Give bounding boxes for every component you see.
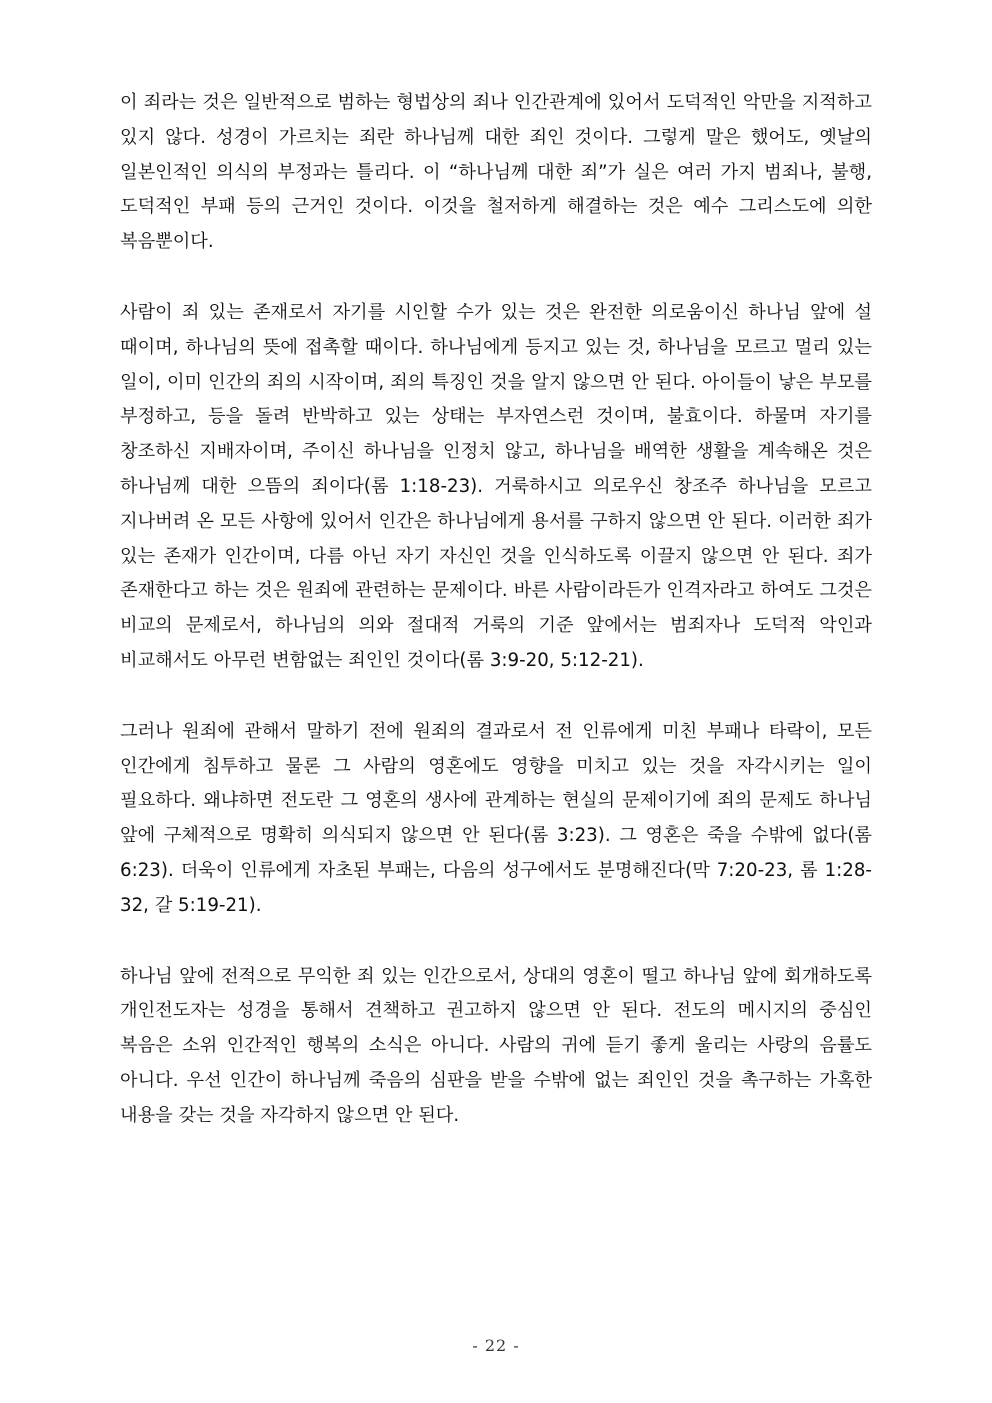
paragraph-3: 그러나 원죄에 관해서 말하기 전에 원죄의 결과로서 전 인류에게 미친 부패나 타락이, 모든 인간에게 침투하고 물론 그 사람의 영혼에도 영향을 미치고 있는 것을 자각시키는 일이 필요하다. 왜냐하면 전도란 그 영혼의 생사에 관계하는 현실의 문제이기에 죄의 문제도 하나님 앞에 구체적으로 명확히 의식되지 않으면 안 된다(롬 3:23). 그 영혼은 죽을 수밖에 없다(롬 6:23). 더욱이 인류에게 자초된 부패는, 다음의 성구에서도 분명해진다(막 7:20-23, 롬 1:28-32, 갈 5:19-21). <box>120 720 872 916</box>
paragraph-4: 하나님 앞에 전적으로 무익한 죄 있는 인간으로서, 상대의 영혼이 떨고 하나님 앞에 회개하도록 개인전도자는 성경을 통해서 견책하고 권고하지 않으면 안 된다. 전도의 메시지의 중심인 복음은 소위 인간적인 행복의 소식은 아니다. 사람의 귀에 듣기 좋게 울리는 사랑의 음률도 아니다. 우선 인간이 하나님께 죽음의 심판을 받을 수밖에 없는 죄인인 것을 촉구하는 가혹한 내용을 갖는 것을 자각하지 않으면 안 된다. <box>120 965 872 1126</box>
paragraph-2: 사람이 죄 있는 존재로서 자기를 시인할 수가 있는 것은 완전한 의로움이신 하나님 앞에 설 때이며, 하나님의 뜻에 접촉할 때이다. 하나님에게 등지고 있는 것, 하나님을 모르고 멀리 있는 일이, 이미 인간의 죄의 시작이며, 죄의 특징인 것을 알지 않으면 안 된다. 아이들이 낳은 부모를 부정하고, 등을 돌려 반박하고 있는 상태는 부자연스런 것이며, 불효이다. 하물며 자기를 창조하신 지배자이며, 주이신 하나님을 인정치 않고, 하나님을 배역한 생활을 계속해온 것은 하나님께 대한 으뜸의 죄이다(롬 1:18-23). 거룩하시고 의로우신 창조주 하나님을 모르고 지나버려 온 모든 사항에 있어서 인간은 하나님에게 용서를 구하지 않으면 안 된다. 이러한 죄가 있는 존재가 인간이며, 다름 아닌 자기 자신인 것을 인식하도록 이끌지 않으면 안 된다. 죄가 존재한다고 하는 것은 원죄에 관련하는 문제이다. 바른 사람이라든가 인격자라고 하여도 그것은 비교의 문제로서, 하나님의 의와 절대적 거룩의 기준 앞에서는 범죄자나 도덕적 악인과 비교해서도 아무런 변함없는 죄인인 것이다(롬 3:9-20, 5:12-21). <box>120 301 872 671</box>
document-body <box>120 86 872 1170</box>
paragraph-1: 이 죄라는 것은 일반적으로 범하는 형법상의 죄나 인간관계에 있어서 도덕적인 악만을 지적하고 있지 않다. 성경이 가르치는 죄란 하나님께 대한 죄인 것이다. 그렇게 말은 했어도, 옛날의 일본인적인 의식의 부정과는 틀리다. 이 “하나님께 대한 죄”가 실은 여러 가지 범죄나, 불행, 도덕적인 부패 등의 근거인 것이다. 이것을 철저하게 해결하는 것은 예수 그리스도에 의한 복음뿐이다. <box>120 92 872 253</box>
page-number: - 22 - <box>472 1336 520 1355</box>
